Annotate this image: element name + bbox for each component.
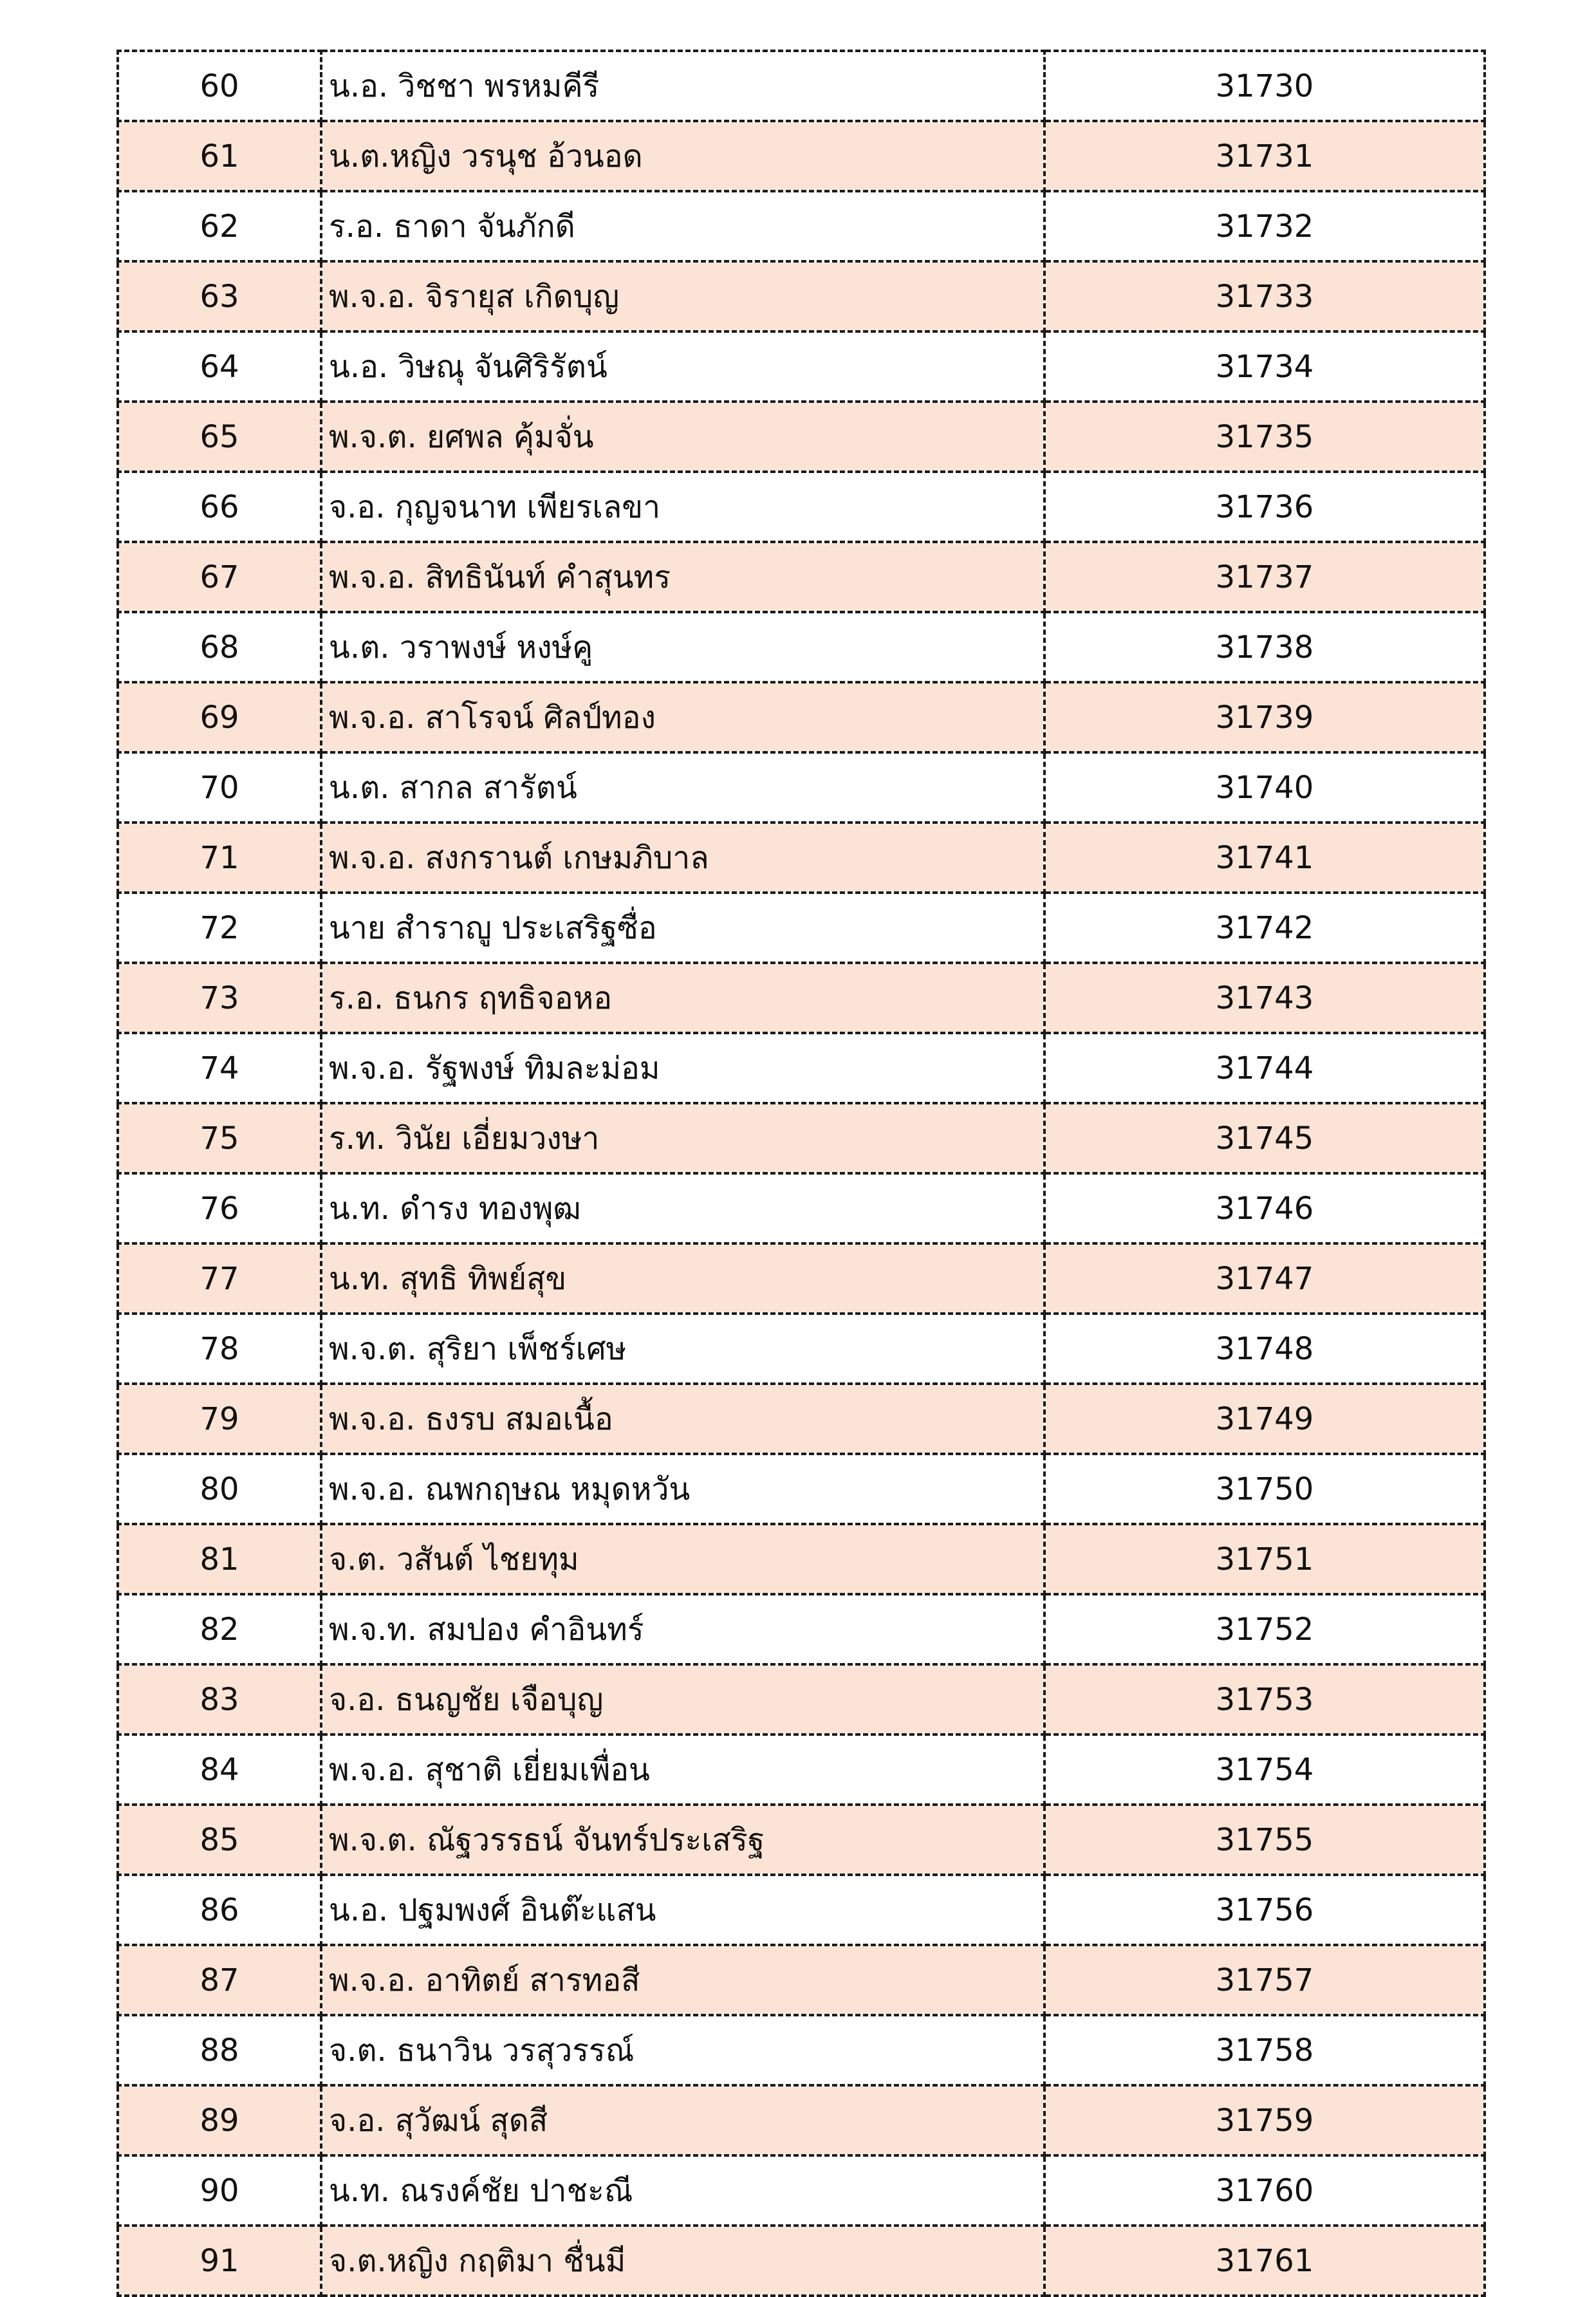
table-row: [118, 542, 1485, 612]
table-row: [118, 1314, 1485, 1384]
row-number: 65: [118, 402, 321, 472]
table-row: [118, 612, 1485, 682]
person-code: 31755: [1044, 1805, 1485, 1875]
person-code: 31740: [1044, 752, 1485, 823]
table-row: [118, 1805, 1485, 1875]
person-name: จ.อ. กุญจนาท เพียรเลขา: [321, 472, 1044, 542]
person-name: จ.ต. ธนาวิน วรสุวรรณ์: [321, 2015, 1044, 2085]
person-name: น.ต. สากล สารัตน์: [321, 752, 1044, 823]
table-row: [118, 682, 1485, 752]
person-name: ร.ท. วินัย เอี่ยมวงษา: [321, 1103, 1044, 1173]
person-code: 31753: [1044, 1664, 1485, 1734]
person-name: พ.จ.ท. สมปอง คำอินทร์: [321, 1594, 1044, 1664]
table-row: [118, 51, 1485, 121]
row-number: 87: [118, 1945, 321, 2015]
row-number: 71: [118, 823, 321, 893]
person-code: 31734: [1044, 331, 1485, 402]
person-code: 31737: [1044, 542, 1485, 612]
row-number: 62: [118, 191, 321, 261]
table-row: [118, 1103, 1485, 1173]
row-number: 67: [118, 542, 321, 612]
table-row: [118, 1173, 1485, 1243]
person-name: น.อ. วิษณุ จันศิริรัตน์: [321, 331, 1044, 402]
row-number: 83: [118, 1664, 321, 1734]
person-code: 31743: [1044, 963, 1485, 1033]
person-code: 31757: [1044, 1945, 1485, 2015]
person-code: 31749: [1044, 1384, 1485, 1454]
table-row: [118, 472, 1485, 542]
person-name: พ.จ.ต. ยศพล คุ้มจั่น: [321, 402, 1044, 472]
person-name: พ.จ.อ. สิทธินันท์ คำสุนทร: [321, 542, 1044, 612]
row-number: 66: [118, 472, 321, 542]
person-code: 31746: [1044, 1173, 1485, 1243]
person-name: จ.ต. วสันต์ ไชยทุม: [321, 1524, 1044, 1594]
table-row: [118, 1454, 1485, 1524]
person-name: จ.อ. สุวัฒน์ สุดสี: [321, 2085, 1044, 2155]
person-name: พ.จ.อ. สาโรจน์ ศิลป์ทอง: [321, 682, 1044, 752]
person-code: 31745: [1044, 1103, 1485, 1173]
person-name: พ.จ.อ. จิรายุส เกิดบุญ: [321, 261, 1044, 331]
table-row: [118, 963, 1485, 1033]
person-code: 31733: [1044, 261, 1485, 331]
person-name: ร.อ. ธาดา จันภักดี: [321, 191, 1044, 261]
person-name: น.ต. วราพงษ์ หงษ์คู: [321, 612, 1044, 682]
person-code: 31761: [1044, 2226, 1485, 2296]
person-code: 31752: [1044, 1594, 1485, 1664]
table-row: [118, 893, 1485, 963]
person-name: พ.จ.อ. ณพกฤษณ หมุดหวัน: [321, 1454, 1044, 1524]
table-row: [118, 402, 1485, 472]
row-number: 75: [118, 1103, 321, 1173]
person-code: 31741: [1044, 823, 1485, 893]
person-name: จ.ต.หญิง กฤติมา ชื่นมี: [321, 2226, 1044, 2296]
person-name: น.อ. วิชชา พรหมคีรี: [321, 51, 1044, 121]
table-row: [118, 261, 1485, 331]
row-number: 60: [118, 51, 321, 121]
person-code: 31750: [1044, 1454, 1485, 1524]
table-row: [118, 1384, 1485, 1454]
person-code: 31747: [1044, 1243, 1485, 1314]
row-number: 80: [118, 1454, 321, 1524]
person-code: 31756: [1044, 1875, 1485, 1945]
person-code: 31730: [1044, 51, 1485, 121]
roster-table: [116, 50, 1486, 2297]
person-code: 31731: [1044, 121, 1485, 191]
row-number: 64: [118, 331, 321, 402]
person-name: พ.จ.ต. สุริยา เพ็ชร์เศษ: [321, 1314, 1044, 1384]
person-code: 31732: [1044, 191, 1485, 261]
table-row: [118, 1243, 1485, 1314]
table-row: [118, 752, 1485, 823]
row-number: 72: [118, 893, 321, 963]
table-row: [118, 2085, 1485, 2155]
row-number: 86: [118, 1875, 321, 1945]
table-row: [118, 1033, 1485, 1103]
row-number: 70: [118, 752, 321, 823]
person-name: นาย สำราญู ประเสริฐซื่อ: [321, 893, 1044, 963]
table-row: [118, 823, 1485, 893]
row-number: 88: [118, 2015, 321, 2085]
row-number: 90: [118, 2155, 321, 2226]
person-name: ร.อ. ธนกร ฤทธิจอหอ: [321, 963, 1044, 1033]
person-name: น.ท. ดำรง ทองพุฒ: [321, 1173, 1044, 1243]
row-number: 85: [118, 1805, 321, 1875]
row-number: 82: [118, 1594, 321, 1664]
row-number: 78: [118, 1314, 321, 1384]
row-number: 76: [118, 1173, 321, 1243]
person-code: 31735: [1044, 402, 1485, 472]
person-name: น.ท. สุทธิ ทิพย์สุข: [321, 1243, 1044, 1314]
row-number: 91: [118, 2226, 321, 2296]
person-name: พ.จ.ต. ณัฐวรรธน์ จันทร์ประเสริฐ: [321, 1805, 1044, 1875]
person-name: พ.จ.อ. รัฐพงษ์ ทิมละม่อม: [321, 1033, 1044, 1103]
person-code: 31754: [1044, 1734, 1485, 1805]
table-row: [118, 2015, 1485, 2085]
person-name: น.อ. ปฐมพงศ์ อินต๊ะแสน: [321, 1875, 1044, 1945]
person-name: พ.จ.อ. ธงรบ สมอเนื้อ: [321, 1384, 1044, 1454]
row-number: 89: [118, 2085, 321, 2155]
table-row: [118, 1594, 1485, 1664]
person-code: 31738: [1044, 612, 1485, 682]
row-number: 84: [118, 1734, 321, 1805]
person-name: น.ท. ณรงค์ชัย ปาชะณี: [321, 2155, 1044, 2226]
row-number: 69: [118, 682, 321, 752]
table-row: [118, 1664, 1485, 1734]
table-row: [118, 2226, 1485, 2296]
row-number: 79: [118, 1384, 321, 1454]
person-code: 31759: [1044, 2085, 1485, 2155]
person-code: 31739: [1044, 682, 1485, 752]
person-name: พ.จ.อ. สงกรานต์ เกษมภิบาล: [321, 823, 1044, 893]
person-name: จ.อ. ธนญชัย เจือบุญ: [321, 1664, 1044, 1734]
table-row: [118, 331, 1485, 402]
person-code: 31751: [1044, 1524, 1485, 1594]
person-name: พ.จ.อ. สุชาติ เยี่ยมเพื่อน: [321, 1734, 1044, 1805]
table-row: [118, 1875, 1485, 1945]
person-code: 31744: [1044, 1033, 1485, 1103]
row-number: 73: [118, 963, 321, 1033]
person-code: 31748: [1044, 1314, 1485, 1384]
person-name: น.ต.หญิง วรนุช อ้วนอด: [321, 121, 1044, 191]
row-number: 61: [118, 121, 321, 191]
person-code: 31758: [1044, 2015, 1485, 2085]
person-code: 31742: [1044, 893, 1485, 963]
table-row: [118, 121, 1485, 191]
person-name: พ.จ.อ. อาทิตย์ สารทอสี: [321, 1945, 1044, 2015]
row-number: 74: [118, 1033, 321, 1103]
row-number: 77: [118, 1243, 321, 1314]
row-number: 63: [118, 261, 321, 331]
row-number: 68: [118, 612, 321, 682]
table-row: [118, 1524, 1485, 1594]
person-code: 31736: [1044, 472, 1485, 542]
table-row: [118, 1734, 1485, 1805]
row-number: 81: [118, 1524, 321, 1594]
table-row: [118, 191, 1485, 261]
table-row: [118, 2155, 1485, 2226]
roster-body: [118, 51, 1485, 2296]
table-row: [118, 1945, 1485, 2015]
person-code: 31760: [1044, 2155, 1485, 2226]
